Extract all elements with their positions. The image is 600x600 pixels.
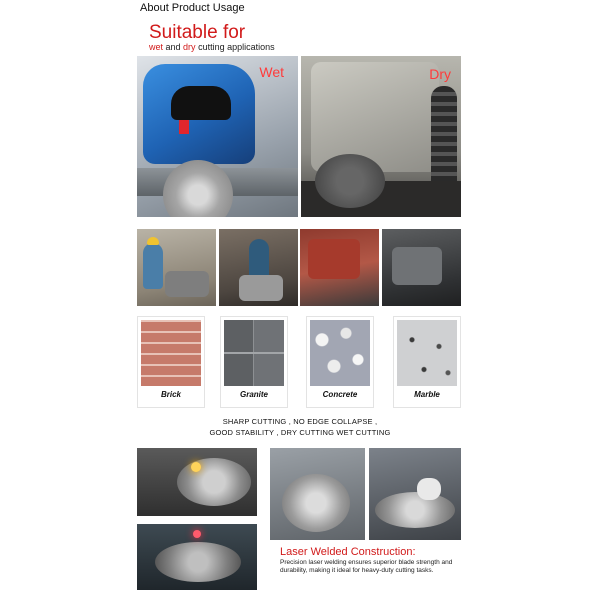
wet-word: wet <box>149 42 164 52</box>
features-line-1: SHARP CUTTING , NO EDGE COLLAPSE , <box>222 417 378 426</box>
weld-spark <box>191 462 201 472</box>
dry-word: dry <box>183 42 196 52</box>
laser-welding-photo-1 <box>137 448 257 516</box>
site-photo-blade-closeup <box>300 229 379 306</box>
dry-cutting-photo <box>301 56 461 217</box>
site-photo-wall-saw <box>382 229 461 306</box>
material-label: Brick <box>160 390 181 399</box>
saw-guard <box>308 239 360 279</box>
hose <box>431 86 457 196</box>
laser-spark <box>193 530 201 538</box>
saw-red-trigger <box>179 120 189 134</box>
laser-description: Precision laser welding ensures superior blade strength and durability, making it ideal for heavy-duty cutting tasks. <box>280 559 453 574</box>
hard-hat <box>147 237 159 245</box>
saw-handle <box>171 86 231 120</box>
section-title: About Product Usage <box>140 2 245 14</box>
worker <box>143 243 163 289</box>
and-word: and <box>163 42 184 52</box>
material-label: Concrete <box>322 390 358 399</box>
material-card-brick <box>137 316 205 408</box>
blade-disk <box>155 542 241 582</box>
concrete-photo <box>310 320 370 386</box>
applications-text: cutting applications <box>195 42 275 52</box>
laser-welding-photo-2 <box>270 448 365 540</box>
laser-welding-photo-3 <box>369 448 461 540</box>
material-card-concrete <box>306 316 374 408</box>
brick-photo <box>141 320 201 386</box>
machine-housing <box>311 62 439 172</box>
walk-behind-saw <box>239 275 283 301</box>
wall-saw <box>392 247 442 285</box>
laser-title: Laser Welded Construction: <box>280 546 416 558</box>
blade-disk <box>282 474 350 532</box>
material-card-marble <box>393 316 461 408</box>
suitable-title: Suitable for <box>149 22 246 43</box>
material-label: Granite <box>239 390 268 399</box>
floor-saw <box>165 271 209 297</box>
wet-cutting-photo <box>137 56 298 217</box>
site-photo-road-cutting <box>137 229 216 306</box>
glove <box>417 478 441 500</box>
granite-photo <box>224 320 284 386</box>
cutting-disk <box>315 154 385 208</box>
site-photo-concrete-cutting <box>219 229 298 306</box>
blade-disk <box>177 458 251 506</box>
dry-label: Dry <box>429 66 451 82</box>
suitable-subtitle <box>149 42 275 52</box>
features-line-2: GOOD STABILITY , DRY CUTTING WET CUTTING <box>209 428 391 437</box>
laser-welding-photo-4 <box>137 524 257 590</box>
material-card-granite <box>220 316 288 408</box>
material-label: Marble <box>414 390 440 399</box>
wet-label: Wet <box>259 64 284 80</box>
marble-photo <box>397 320 457 386</box>
blade-disk <box>375 492 455 528</box>
